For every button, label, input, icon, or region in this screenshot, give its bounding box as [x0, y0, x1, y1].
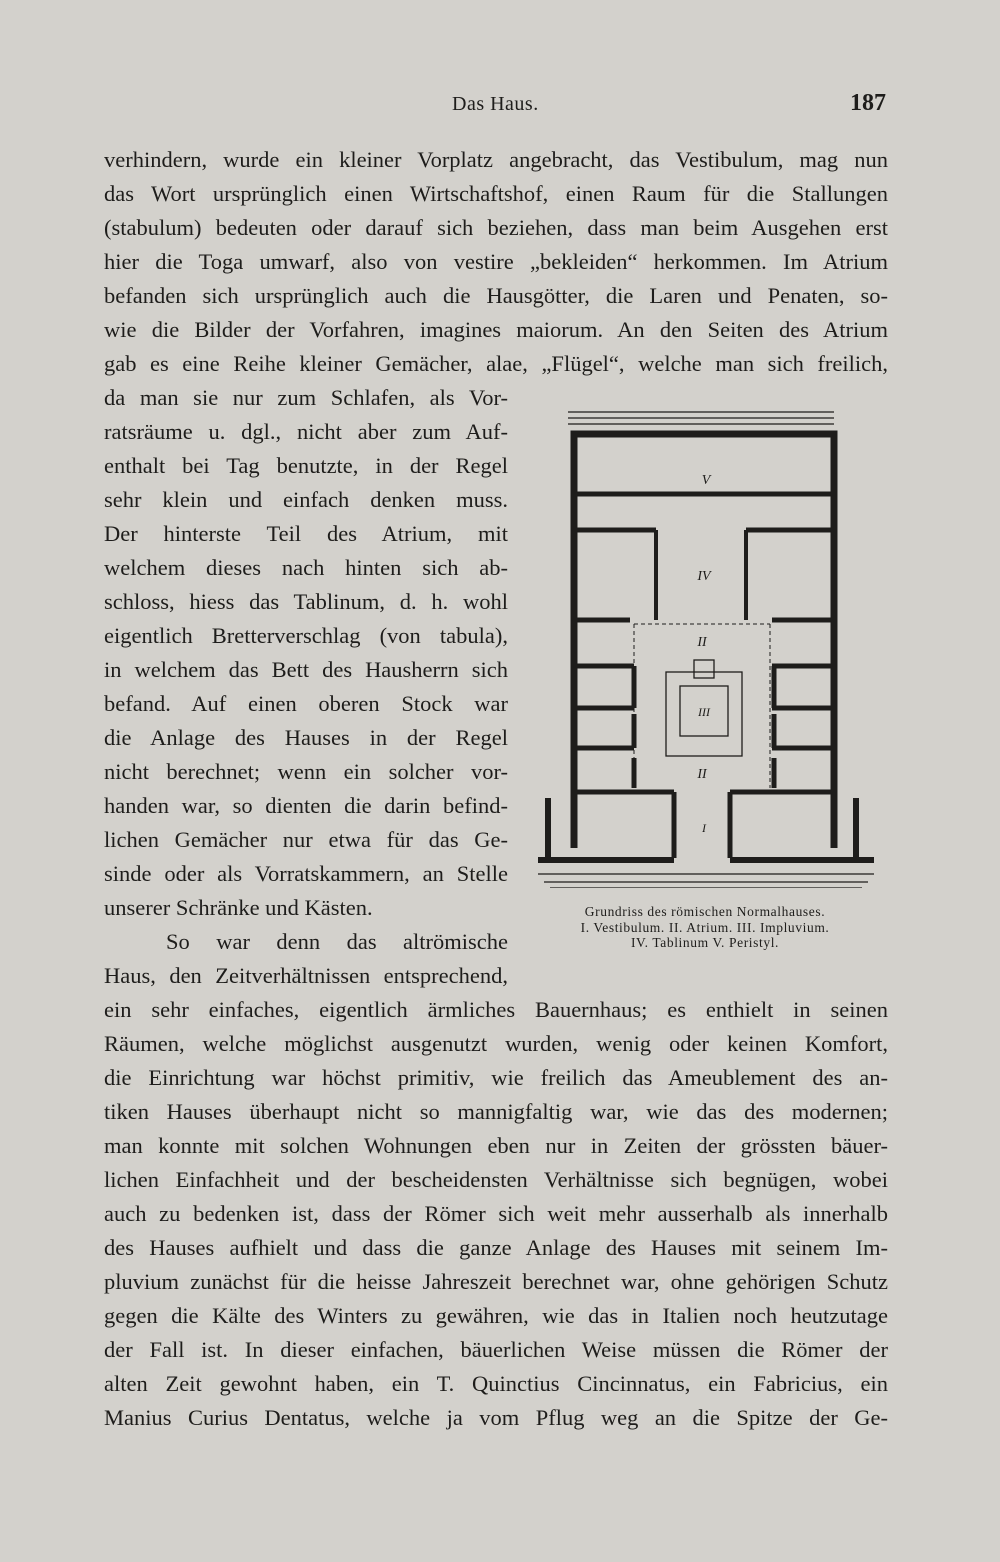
text-line: befanden sich ursprünglich auch die Hausgötter, die Laren und Penaten, so-	[104, 283, 888, 308]
figure-caption-legend: I. Vestibulum. II. Atrium. III. Impluvium.	[580, 920, 830, 935]
text-line: die Einrichtung war höchst primitiv, wie freilich das Ameublement des an-	[104, 1065, 888, 1090]
text-line: sehr klein und einfach denken muss.	[104, 487, 508, 512]
text-line: der Fall ist. In dieser einfachen, bäuerlichen Weise müssen die Römer der	[104, 1337, 888, 1362]
text-line: eigentlich Bretterverschlag (von tabula),	[104, 623, 508, 648]
room-label-peristyl: V	[701, 473, 711, 488]
room-label-tablinum: IV	[697, 569, 711, 584]
text-line: alten Zeit gewohnt haben, ein T. Quinctius Cincinnatus, ein Fabricius, ein	[104, 1371, 888, 1396]
page-number: 187	[850, 90, 886, 116]
text-line: nicht berechnet; wenn ein solcher vor-	[104, 759, 508, 784]
text-line: lichen Gemächer nur etwa für das Ge-	[104, 827, 508, 852]
room-label-vestibulum: I	[702, 821, 706, 835]
text-line: gegen die Kälte des Winters zu gewähren, wie das in Italien noch heutzutage	[104, 1303, 888, 1328]
text-line: ein sehr einfaches, eigentlich ärmliches Bauernhaus; es enthielt in seinen	[104, 997, 888, 1022]
text-line: (stabulum) bedeuten oder darauf sich beziehen, dass man beim Ausgehen erst	[104, 215, 888, 240]
text-line: Haus, den Zeitverhältnissen entsprechend,	[104, 963, 508, 988]
text-line: enthalt bei Tag benutzte, in der Regel	[104, 453, 508, 478]
text-line: gab es eine Reihe kleiner Gemächer, alae, „Flügel“, welche man sich freilich,	[104, 351, 888, 376]
text-line: befand. Auf einen oberen Stock war	[104, 691, 508, 716]
text-line: So war denn das altrömische	[166, 929, 508, 954]
running-head: Das Haus.	[452, 93, 539, 115]
figure-caption-legend: IV. Tablinum V. Peristyl.	[630, 935, 780, 950]
floor-plan-figure	[534, 408, 878, 888]
text-line: auch zu bedenken ist, dass der Römer sich weit mehr ausserhalb als innerhalb	[104, 1201, 888, 1226]
text-line: sinde oder als Vorratskammern, an Stelle	[104, 861, 508, 886]
text-line: welchem dieses nach hinten sich ab-	[104, 555, 508, 580]
room-label-atrium-lower: II	[697, 767, 707, 782]
text-line: Der hinterste Teil des Atrium, mit	[104, 521, 508, 546]
text-line: unserer Schränke und Kästen.	[104, 895, 373, 920]
room-label-impluvium: III	[698, 705, 710, 719]
text-line: ratsräume u. dgl., nicht aber zum Auf-	[104, 419, 508, 444]
text-line: pluvium zunächst für die heisse Jahreszeit berechnet war, ohne gehörigen Schutz	[104, 1269, 888, 1294]
text-line: tiken Hauses überhaupt nicht so mannigfaltig war, wie das des modernen;	[104, 1099, 888, 1124]
text-line: das Wort ursprünglich einen Wirtschaftshof, einen Raum für die Stallungen	[104, 181, 888, 206]
floor-plan-diagram	[534, 408, 878, 888]
text-line: hier die Toga umwarf, also von vestire „bekleiden“ herkommen. Im Atrium	[104, 249, 888, 274]
text-line: handen war, so dienten die darin befind-	[104, 793, 508, 818]
text-line: verhindern, wurde ein kleiner Vorplatz angebracht, das Vestibulum, mag nun	[104, 147, 888, 172]
text-line: lichen Einfachheit und der bescheidensten Verhältnisse sich begnügen, wobei	[104, 1167, 888, 1192]
text-line: Manius Curius Dentatus, welche ja vom Pflug weg an die Spitze der Ge-	[104, 1405, 888, 1430]
text-line: die Anlage des Hauses in der Regel	[104, 725, 508, 750]
text-line: wie die Bilder der Vorfahren, imagines maiorum. An den Seiten des Atrium	[104, 317, 888, 342]
room-label-atrium-upper: II	[697, 635, 707, 650]
figure-caption-title: Grundriss des römischen Normalhauses.	[584, 904, 826, 919]
text-line: da man sie nur zum Schlafen, als Vor-	[104, 385, 508, 410]
text-line: schloss, hiess das Tablinum, d. h. wohl	[104, 589, 508, 614]
text-line: des Hauses aufhielt und dass die ganze Anlage des Hauses mit seinem Im-	[104, 1235, 888, 1260]
text-line: man konnte mit solchen Wohnungen eben nur in Zeiten der grössten bäuer-	[104, 1133, 888, 1158]
text-line: Räumen, welche möglichst ausgenutzt wurden, wenig oder keinen Komfort,	[104, 1031, 888, 1056]
text-line: in welchem das Bett des Hausherrn sich	[104, 657, 508, 682]
